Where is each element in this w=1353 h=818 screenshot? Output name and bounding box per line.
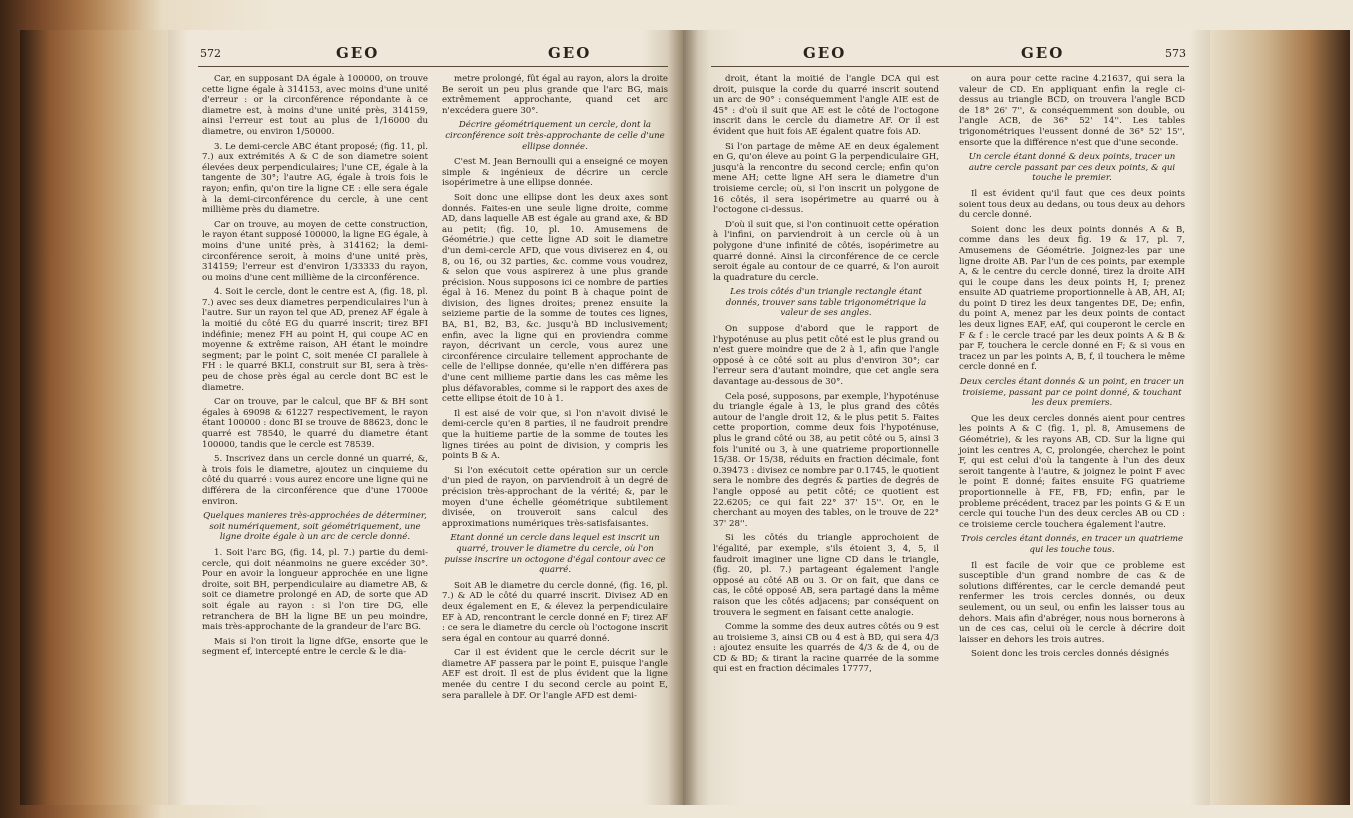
left-running-head: [168, 44, 683, 68]
paragraph: Si l'on exécutoit cette opération sur un cercle d'un pied de rayon, on parviendroit à un degré de précision très-approchant de la vérité; &, par le moyen d'une échelle géométrique subtilement divisée, on trouveroit sans calcul des approximations numériques très-satisfaisantes.: [442, 465, 668, 529]
right-page-number: 573: [1165, 47, 1186, 60]
section-heading: Trois cercles étant donnés, en tracer un quatrieme qui les touche tous.: [960, 534, 1184, 555]
paragraph: D'où il suit que, si l'on continuoit cette opération à l'infini, on parviendroit à un cercle où à un polygone d'une infinité de côtés, isopérimetre au quarré donné. Ainsi la circonférence de ce cercle seroit égale au contour de ce quarré, & l'on auroit la quadrature du cercle.: [713, 219, 939, 283]
right-page-edges: [1210, 30, 1350, 805]
left-page-number: 572: [200, 47, 221, 60]
paragraph: droit, étant la moitié de l'angle DCA qui est droit, puisque la corde du quarré inscrit soutend un arc de 90° : conséquemment l'angle AIE est de 45° : d'où il suit que AE est le côté de l'octogone inscrit dans le cercle du diametre AF. Or il est évident que huit fois AE égalent quatre fois AD.: [713, 74, 939, 137]
paragraph: Mais si l'on tiroit la ligne dfGe, ensorte que le segment ef, intercepté entre le cercle & le dia-: [202, 636, 428, 658]
left-head-rule: [198, 66, 668, 67]
paragraph: 1. Soit l'arc BG, (fig. 14, pl. 7.) partie du demi-cercle, qui doit néanmoins ne guere excéder 30°. Pour en avoir la longueur approchée en une ligne droite, soit BH, perpendiculaire au diametre AB, & soit ce diametre prolongé en AD, de sorte que AD soit égale au rayon : si l'on tire DG, elle retranchera de BH la ligne BE un peu moindre, mais très-approchante de la grandeur de l'arc BG.: [202, 547, 428, 633]
section-heading: Décrire géométriquement un cercle, dont la circonférence soit très-approchante de celle d'une ellipse donnée.: [445, 120, 665, 152]
paragraph: Soit donc une ellipse dont les deux axes sont donnés. Faites-en une seule ligne droite, comme AD, dans laquelle AB est égale au grand axe, & BD au petit; (fig. 10, pl. 10. Amusemens de Géométrie.) que cette ligne AD soit le diametre d'un demi-cercle AFD, que vous diviserez en 4, ou 8, ou 16, ou 32 parties, &c. comme vous voudrez, & selon que vous aspirerez à une plus grande précision. Nous supposons ici ce nombre de parties égal à 16. Menez du point B à chaque point de division, des lignes droites; prenez ensuite la seizieme partie de la somme de toutes ces lignes, BA, B1, B2, B3, &c. jusqu'à BD inclusivement; enfin, avec la ligne qui en proviendra comme rayon, décrivant un cercle, vous aurez une circonférence circulaire tellement approchante de celle de l'ellipse donnée, qu'elle n'en différera pas d'une cent millieme partie dans les cas même les plus défavorables, comme si le rapport des axes de cette ellipse étoit de 10 à 1.: [442, 192, 668, 405]
paragraph: Car il est évident que le cercle décrit sur le diametre AF passera par le point E, puisque l'angle AEF est droit. Il est de plus évident que la ligne menée du centre I du second cercle au point E, sera parallele à DF. Or l'angle AFD est demi-: [442, 648, 668, 701]
right-head-rule: [711, 66, 1189, 67]
paragraph: Soient donc les deux points donnés A & B, comme dans les deux fig. 19 & 17, pl. 7, Amusemens de Géométrie. Joignez-les par une ligne droite AB. Par l'un de ces points, par exemple A, & le centre du cercle donné, tirez la droite AIH qui le coupe dans les deux points H, I; prenez ensuite AD quatrieme proportionnelle à AB, AH, AI; du point D tirez les deux tangentes DE, De; enfin, du point A, menez par les deux points de contact les deux lignes EAF, eAf, qui couperont le cercle en F & f : le cercle tracé par les deux points A & B & par F, touchera le cercle donné en F; & si vous en tracez un par les points A, B, f, il touchera le même cercle donné en f.: [959, 224, 1185, 373]
paragraph: Cela posé, supposons, par exemple, l'hypoténuse du triangle égale à 13, le plus grand des côtés autour de l'angle droit 12, & le plus petit 5. Faites cette proportion, comme deux fois l'hypoténuse, plus le grand côté ou 38, au petit côté ou 5, ainsi 3 fois l'unité ou 3, à une quatrieme proportionnelle 15/38. Or 15/38, réduits en fraction décimale, font 0.39473 : divisez ce nombre par 0.1745, le quotient sera le nombre des degrés & parties de degrés de l'angle opposé au petit côté; ce quotient est 22.6205; ce qui fait 22° 37' 15''. Or, en le cherchant au moyen des tables, on le trouve de 22° 37' 28''.: [713, 391, 939, 529]
paragraph: On suppose d'abord que le rapport de l'hypoténuse au plus petit côté est le plus grand ou n'est guere moindre que de 2 à 1, afin que l'angle opposé à ce côté soit au plus d'environ 30°; car l'erreur sera d'autant moindre, que cet angle sera davantage au-dessous de 30°.: [713, 324, 939, 388]
left-col-1: [202, 74, 428, 662]
section-heading: Etant donné un cercle dans lequel est inscrit un quarré, trouver le diametre du cercle, où l'on puisse inscrire un octogone d'égal contour avec ce quarré.: [444, 533, 666, 576]
paragraph: 3. Le demi-cercle ABC étant proposé; (fig. 11, pl. 7.) aux extrémités A & C de son diametre soient élevées deux perpendiculaires; l'une CE, égale à la tangente de 30°; l'autre AG, égale à trois fois le rayon; enfin, qu'on tire la ligne CE : elle sera égale à la demi-circonférence du cercle, à une cent millième près du diametre.: [202, 141, 428, 216]
paragraph: Que les deux cercles donnés aient pour centres les points A & C (fig. 1, pl. 8, Amusemens de Géométrie), & les rayons AB, CD. Sur la ligne qui joint les centres A, C, prolongée, cherchez le point F, qui est celui d'où la tangente à l'un des deux seroit tangente à l'autre, & joignez le point F avec le point E donné; faites ensuite FG quatrieme proportionnelle à FE, FB, FD; enfin, par le probleme précédent, tracez par les points G & E un cercle qui touche l'un des deux cercles AB ou CD : ce troisieme cercle touchera également l'autre.: [959, 413, 1185, 530]
book-gutter: [668, 30, 698, 805]
left-col-2: [442, 74, 668, 705]
paragraph: Comme la somme des deux autres côtés ou 9 est au troisieme 3, ainsi CB ou 4 est à BD, qui sera 4/3 : ajoutez ensuite les quarrés de 4/3 & de 4, ou de CD & BD; & tirant la racine quarrée de la somme qui est en fraction décimales 17777,: [713, 622, 939, 675]
right-page: [683, 30, 1210, 805]
section-heading: Quelques manieres très-approchées de déterminer, soit numériquement, soit géométriquement, une ligne droite égale à un arc de cercle donné.: [203, 511, 427, 543]
left-page: [168, 30, 683, 805]
paragraph: C'est M. Jean Bernoulli qui a enseigné ce moyen simple & ingénieux de décrire un cercle isopérimetre à une ellipse donnée.: [442, 157, 668, 189]
paragraph: Il est évident qu'il faut que ces deux points soient tous deux au dedans, ou tous deux au dehors du cercle donné.: [959, 188, 1185, 221]
left-head-word-1: GEO: [336, 44, 380, 62]
left-page-edges: [20, 30, 168, 805]
paragraph: Car on trouve, par le calcul, que BF & BH sont égales à 69098 & 61227 respectivement, le rayon étant 100000 : donc BI se trouve de 88623, donc le quarré est 78540, le quarré du diametre étant 100000, tandis que le cercle est 78539.: [202, 397, 428, 450]
paragraph: 5. Inscrivez dans un cercle donné un quarré, &, à trois fois le diametre, ajoutez un cinquieme du côté du quarré : vous aurez encore une ligne qui ne différera de la circonférence que d'une 17000e environ.: [202, 454, 428, 507]
paragraph: Car, en supposant DA égale à 100000, on trouve cette ligne égale à 314153, avec moins d'une unité d'erreur : or la circonférence répondante à ce diametre est, à moins d'une unité près, 314159, ainsi l'erreur est tout au plus de 1/16000 du diametre, ou environ 1/50000.: [202, 74, 428, 137]
section-heading: Les trois côtés d'un triangle rectangle étant donnés, trouver sans table trigonométrique la valeur de ses angles.: [725, 287, 927, 319]
right-head-word-1: GEO: [803, 44, 847, 62]
section-heading: Un cercle étant donné & deux points, tracer un autre cercle passant par ces deux points, & qui touche le premier.: [968, 152, 1176, 184]
right-col-1: [713, 74, 939, 679]
right-col-2: [959, 74, 1185, 664]
right-head-word-2: GEO: [1021, 44, 1065, 62]
paragraph: Si les côtés du triangle approchoient de l'égalité, par exemple, s'ils étoient 3, 4, 5, il faudroit imaginer une ligne CD dans le triangle, (fig. 20, pl. 7.) partageant également l'angle opposé au côté AB ou 3. Or on fait, que dans ce cas, le côté opposé AB, sera partagé dans la même raison que les côtés adjacens; par conséquent on trouvera le segment en faisant cette analogie.: [713, 533, 939, 618]
paragraph: Soient donc les trois cercles donnés désignés: [971, 649, 1170, 660]
section-heading: Deux cercles étant donnés & un point, en tracer un troisieme, passant par ce point donné, & touchant les deux premiers.: [959, 377, 1185, 409]
paragraph: Il est aisé de voir que, si l'on n'avoit divisé le demi-cercle qu'en 8 parties, il ne faudroit prendre que la huitieme partie de la somme de toutes les lignes tirées au point de division, y compris les points B & A.: [442, 408, 668, 462]
paragraph: on aura pour cette racine 4.21637, qui sera la valeur de CD. En appliquant enfin la regle ci-dessus au triangle BCD, on trouvera l'angle BCD de 18° 26' 7'', & conséquemment son double, ou l'angle ACB, de 36° 52' 14''. Les tables trigonométriques l'eussent donné de 36° 52' 15'', ensorte que la différence n'est que d'une seconde.: [959, 74, 1185, 148]
paragraph: Car on trouve, au moyen de cette construction, le rayon étant supposé 100000, la ligne EG égale, à moins d'une unité près, à 314162; la demi-circonférence seroit, à moins d'une unité près, 314159; l'erreur est d'environ 1/33333 du rayon, ou moins d'une cent millième de la circonférence.: [202, 219, 428, 283]
paragraph: Soit AB le diametre du cercle donné, (fig. 16, pl. 7.) & AD le côté du quarré inscrit. Divisez AD en deux également en E, & élevez la perpendiculaire EF à AD, rencontrant le cercle donné en F; tirez AF : ce sera le diametre du cercle où l'octogone inscrit sera égal en contour au quarré donné.: [442, 580, 668, 644]
paragraph: Il est facile de voir que ce probleme est susceptible d'un grand nombre de cas & de solutions différentes, car le cercle demandé peut renfermer les trois cercles donnés, ou deux seulement, ou un seul, ou enfin les laisser tous au dehors. Mais afin d'abréger, nous nous bornerons à un de ces cas, celui où le cercle à décrire doit laisser en dehors les trois autres.: [959, 560, 1185, 645]
paragraph: metre prolongé, fût égal au rayon, alors la droite Be seroit un peu plus grande que l'arc BG, mais extrêmement approchante, quand cet arc n'excédera guere 30°.: [442, 74, 668, 116]
right-running-head: [683, 44, 1210, 68]
paragraph: 4. Soit le cercle, dont le centre est A, (fig. 18, pl. 7.) avec ses deux diametres perpendiculaires l'un à l'autre. Sur un rayon tel que AD, prenez AF égale à la moitié du côté EG du quarré inscrit; tirez BFI indéfinie; menez FH au point H, qui coupe AC en moyenne & extrême raison, AH étant le moindre segment; par le point C, soit menée CI parallele à FH : le quarré BKLI, construit sur BI, sera à très-peu de chose près égal au cercle dont BC est le diametre.: [202, 287, 428, 393]
paragraph: Si l'on partage de même AE en deux également en G, qu'on éleve au point G la perpendiculaire GH, jusqu'à la rencontre du second cercle; enfin qu'on mene AH; cette ligne AH sera le diametre d'un troisieme cercle; où, si l'on inscrit un polygone de 16 côtés, il sera isopérimetre au quarré ou à l'octogone ci-dessus.: [713, 141, 939, 216]
left-head-word-2: GEO: [548, 44, 592, 62]
